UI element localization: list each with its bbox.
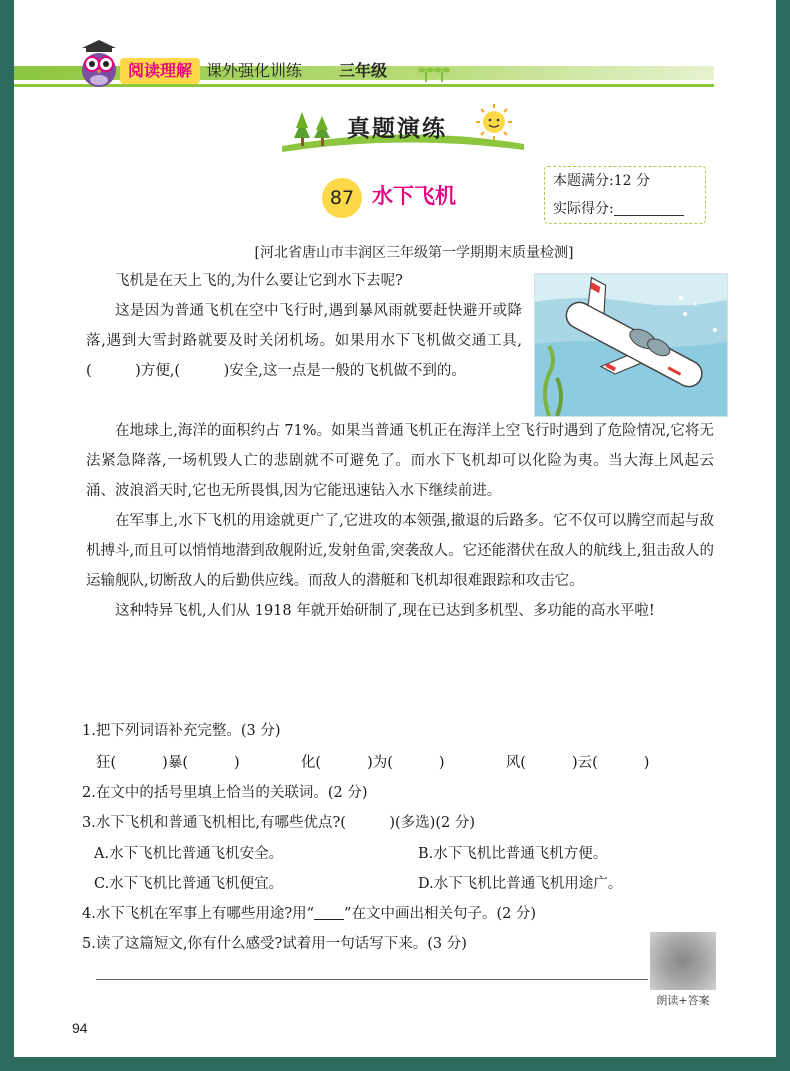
q1-word-part: ) <box>438 755 445 771</box>
lesson-number-badge: 87 <box>322 178 362 218</box>
sprout-icon <box>418 64 452 82</box>
question-3: 3.水下飞机和普通飞机相比,有哪些优点?( )(多选)(2 分) <box>82 815 475 831</box>
qr-code-icon[interactable] <box>650 932 716 990</box>
grade-label: 三年级 <box>339 61 388 80</box>
question-4-text-end: ”在文中画出相关句子。(2 分) <box>344 906 537 922</box>
score-actual-row <box>553 195 705 223</box>
underline-mark <box>314 907 344 920</box>
q1-word-part: )暴( <box>162 755 188 771</box>
q1-word-part: ) <box>643 755 650 771</box>
q1-word-part: 狂( <box>96 755 117 771</box>
score-actual-blank[interactable] <box>614 201 684 216</box>
passage-full-column <box>86 416 714 626</box>
q1-word-part: 风( <box>505 755 526 771</box>
question-1: 1.把下列词语补充完整。(3 分) <box>82 723 281 739</box>
option-a[interactable]: A.水下飞机比普通飞机安全。 <box>94 846 284 862</box>
series-subtitle: 课外强化训练 <box>206 61 303 80</box>
page-number: 94 <box>72 1020 88 1036</box>
underwater-airplane-illustration <box>534 273 728 417</box>
score-full: 本题满分:12 分 <box>553 173 650 189</box>
passage-paragraph-1: 飞机是在天上飞的,为什么要让它到水下去呢? <box>115 273 403 289</box>
passage-narrow-column <box>86 266 522 386</box>
q1-word-part: ) <box>234 755 240 771</box>
option-b[interactable]: B.水下飞机比普通飞机方便。 <box>418 846 608 862</box>
question-1-words <box>96 751 649 772</box>
section-title: 真题演练 <box>347 116 447 142</box>
score-actual-label: 实际得分: <box>553 201 614 217</box>
lesson-title: 水下飞机 <box>372 184 456 208</box>
series-tag: 阅读理解 <box>120 58 200 84</box>
qr-caption: 朗读+答案 <box>656 994 710 1007</box>
answer-line[interactable] <box>96 979 648 980</box>
question-5: 5.读了这篇短文,你有什么感受?试着用一句话写下来。(3 分) <box>82 936 467 952</box>
workbook-page <box>14 0 776 1057</box>
owl-mascot-icon <box>76 38 122 88</box>
question-4 <box>82 902 536 923</box>
q1-word-part: )为( <box>367 755 393 771</box>
question-4-text: 4.水下飞机在军事上有哪些用途?用“ <box>82 906 315 922</box>
passage-paragraph-2: 这是因为普通飞机在空中飞行时,遇到暴风雨就要赶快避开或降落,遇到大雪封路就要及时关闭机场。如果用水下飞机做交通工具,( )方便,( )安全,这一点是一般的飞机做不到的。 <box>86 303 522 379</box>
q1-word-part: 化( <box>300 755 322 771</box>
q1-word-part: )云( <box>571 755 598 771</box>
passage-paragraph-3: 在地球上,海洋的面积约占 71%。如果当普通飞机正在海洋上空飞行时遇到了危险情况,它将无法紧急降落,一场机毁人亡的悲剧就不可避免了。而水下飞机却可以化险为夷。当大海上风起云涌、波浪滔天时,它也无所畏惧,因为它能迅速钻入水下继续前进。 <box>86 423 714 499</box>
passage-source: [河北省唐山市丰润区三年级第一学期期末质量检测] <box>254 245 574 261</box>
option-c[interactable]: C.水下飞机比普通飞机便宜。 <box>94 876 284 892</box>
option-d[interactable]: D.水下飞机比普通飞机用途广。 <box>418 876 623 892</box>
passage-paragraph-5: 这种特异飞机,人们从 1918 年就开始研制了,现在已达到多机型、多功能的高水平啦! <box>115 603 655 619</box>
passage-paragraph-4: 在军事上,水下飞机的用途就更广了,它进攻的本领强,撤退的后路多。它不仅可以腾空而起与敌机搏斗,而且可以悄悄地潜到敌舰附近,发射鱼雷,突袭敌人。它还能潜伏在敌人的航线上,狙击敌人的运输舰队,切断敌人的后勤供应线。而敌人的潜艇和飞机却很难跟踪和攻击它。 <box>86 513 714 589</box>
score-box <box>544 166 706 224</box>
question-2: 2.在文中的括号里填上恰当的关联词。(2 分) <box>82 785 368 801</box>
